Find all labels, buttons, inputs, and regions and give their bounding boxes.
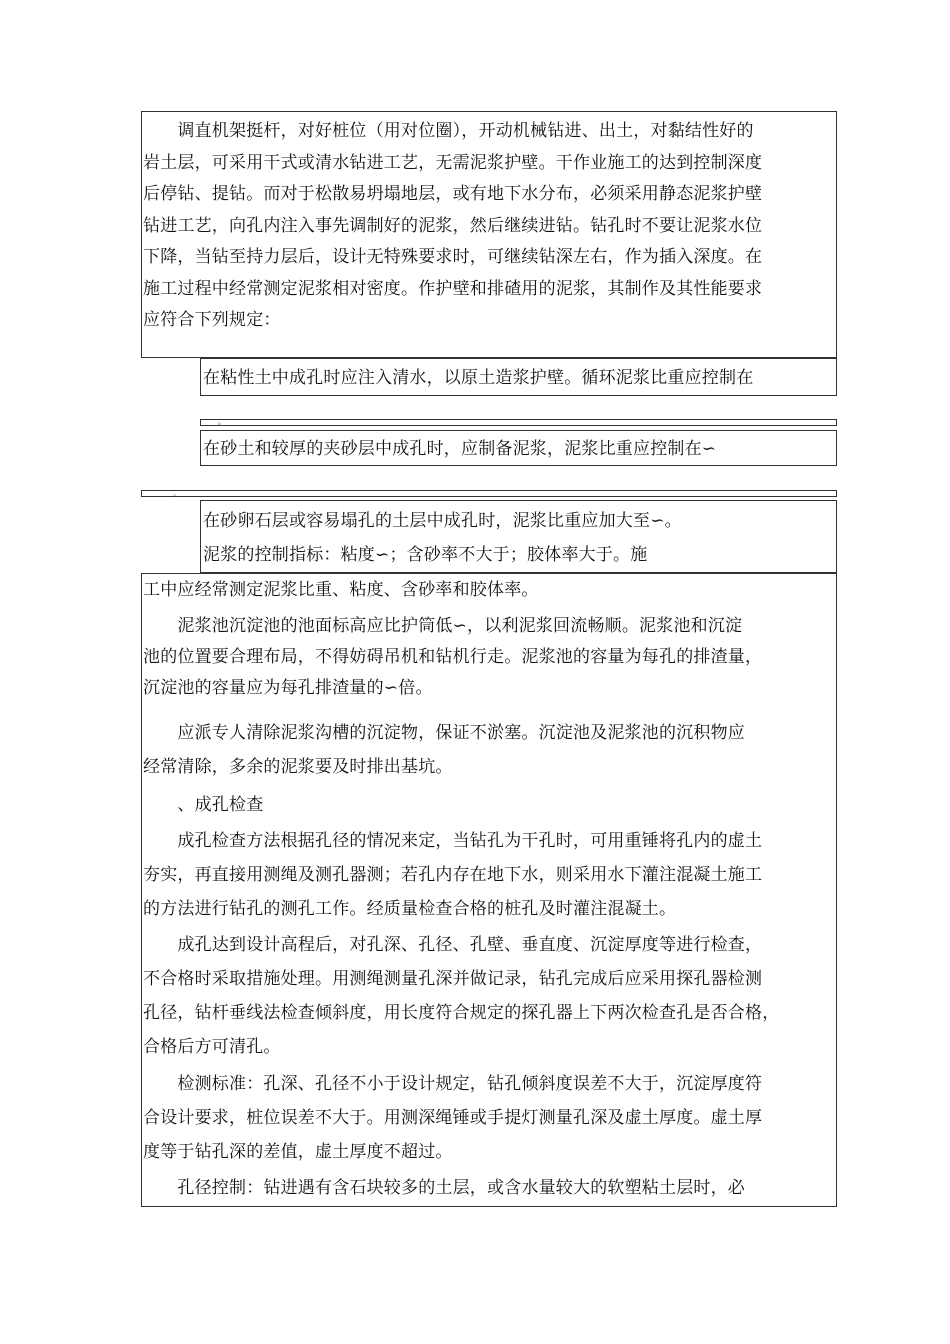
text-line: 经常清除，多余的泥浆要及时排出基坑。	[143, 757, 453, 777]
text-line: 的方法进行钻孔的测孔工作。经质量检查合格的桩孔及时灌注混凝土。	[143, 899, 677, 919]
text-line: 工中应经常测定泥浆比重、粘度、含砂率和胶体率。	[143, 580, 539, 600]
section-heading: 、成孔检查	[143, 795, 264, 815]
dot-mark: 。	[173, 489, 181, 498]
text-line: 夯实，再直接用测绳及测孔器测；若孔内存在地下水，则采用水下灌注混凝土施工	[143, 865, 763, 885]
text-line: 合格后方可清孔。	[143, 1037, 281, 1057]
item-gravel-text: 在砂卵石层或容易塌孔的土层中成孔时，泥浆比重应加大至∽。	[203, 511, 682, 531]
text-line: 合设计要求，桩位误差不大于。用测深绳锤或手提灯测量孔深及虚土厚度。虚土厚	[143, 1108, 763, 1128]
item-clay-text: 在粘性土中成孔时应注入清水，以原土造浆护壁。循环泥浆比重应控制在	[203, 368, 754, 388]
text-line: 度等于钻孔深的差值，虚土厚度不超过。	[143, 1142, 453, 1162]
text-line: 不合格时采取措施处理。用测绳测量孔深并做记录，钻孔完成后应采用探孔器检测	[143, 969, 763, 989]
text-line: 成孔检查方法根据孔径的情况来定，当钻孔为干孔时，可用重锤将孔内的虚土	[143, 831, 763, 851]
text-line: 后停钻、提钻。而对于松散易坍塌地层，或有地下水分布，必须采用静态泥浆护壁	[143, 184, 763, 204]
dot-mark: 。	[218, 417, 226, 426]
text-line: 岩土层，可采用干式或清水钻进工艺，无需泥浆护壁。干作业施工的达到控制深度	[143, 153, 763, 173]
text-line: 施工过程中经常测定泥浆相对密度。作护壁和排碴用的泥浆，其制作及其性能要求	[143, 279, 763, 299]
text-line: 孔径控制：钻进遇有含石块较多的土层，或含水量较大的软塑粘土层时，必	[143, 1178, 745, 1198]
text-line: 下降，当钻至持力层后，设计无特殊要求时，可继续钻深左右，作为插入深度。在	[143, 247, 763, 267]
text-line: 泥浆池沉淀池的池面标高应比护筒低∽，以利泥浆回流畅顺。泥浆池和沉淀	[143, 616, 743, 636]
text-line: 应符合下列规定：	[143, 310, 281, 330]
text-line: 检测标准：孔深、孔径不小于设计规定，钻孔倾斜度误差不大于，沉淀厚度符	[143, 1074, 763, 1094]
text-line: 池的位置要合理布局，不得妨碍吊机和钻机行走。泥浆池的容量为每孔的排渣量，	[143, 647, 763, 667]
text-line: 成孔达到设计高程后，对孔深、孔径、孔壁、垂直度、沉淀厚度等进行检查，	[143, 935, 763, 955]
text-line: 沉淀池的容量应为每孔排渣量的∽倍。	[143, 678, 433, 698]
text-line: 应派专人清除泥浆沟槽的沉淀物，保证不淤塞。沉淀池及泥浆池的沉积物应	[143, 723, 745, 743]
text-line: 孔径，钻杆垂线法检查倾斜度，用长度符合规定的探孔器上下两次检查孔是否合格，	[143, 1003, 780, 1023]
thin-row-2	[141, 490, 837, 497]
item-sand-text: 在砂土和较厚的夹砂层中成孔时，应制备泥浆，泥浆比重应控制在∽	[203, 439, 717, 459]
item-indicators-text: 泥浆的控制指标：粘度∽；含砂率不大于；胶体率大于。施	[203, 545, 648, 565]
text-line: 调直机架挺杆，对好桩位（用对位圈），开动机械钻进、出土，对黏结性好的	[143, 121, 754, 141]
thin-row-1	[200, 419, 837, 426]
text-line: 钻进工艺，向孔内注入事先调制好的泥浆，然后继续进钻。钻孔时不要让泥浆水位	[143, 216, 763, 236]
